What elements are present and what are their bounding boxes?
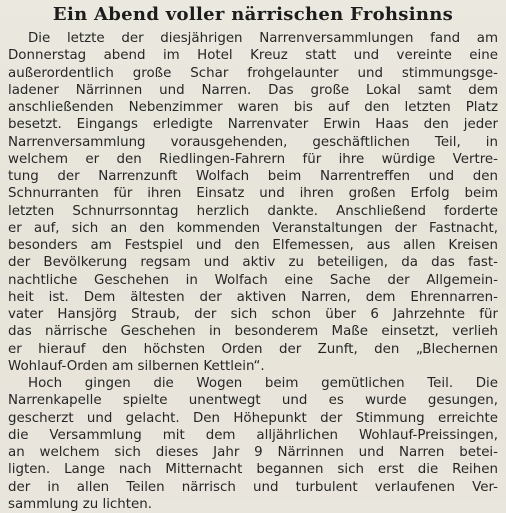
text-line: tung der Narrenzunft Wolfach beim Narrentreffen und den — [8, 169, 498, 184]
text-line: Schnurranten für ihren Einsatz und ihren großen Erfolg beim — [8, 186, 498, 202]
text-line: letzten Schnurrsonntag herzlich dankte. Anschließend forderte — [8, 203, 498, 219]
text-line: heit ist. Dem ältesten der aktiven Narren, dem Ehrennarren- — [8, 289, 498, 305]
text-line: der Bevölkerung regsam und aktiv zu beteiligen, da das fast- — [8, 255, 498, 271]
text-line: Die letzte der diesjährigen Narrenversammlungen fand am — [28, 31, 498, 46]
text-line: Donnerstag abend im Hotel Kreuz statt und vereinte eine — [8, 48, 498, 64]
text-line: außerordentlich große Schar frohgelaunter und stimmungsge- — [8, 65, 498, 81]
text-line: an welchem sich dieses Jahr 9 Närrinnen und Narren betei- — [8, 445, 498, 460]
text-line: die Versammlung mit dem alljährlichen Wohlauf-Preissingen, — [8, 427, 498, 443]
text-line: besetzt. Eingangs erledigte Narrenvater Erwin Haas den jeder — [8, 117, 498, 133]
text-line: vater Hansjörg Straub, der sich schon über 6 Jahrzehnte für — [8, 307, 498, 322]
text-line: gescherzt und gelacht. Den Höhepunkt der Stimmung erreichte — [8, 410, 498, 426]
text-line: welchem er den Riedlingen-Fahrern für ihre würdige Vertre- — [8, 151, 498, 167]
paragraph-2 — [8, 375, 498, 513]
text-line: sammlung zu lichten. — [8, 496, 153, 512]
text-line: Narrenversammlung vorausgehenden, geschäftlichen Teil, in — [8, 134, 498, 150]
text-line: Hoch gingen die Wogen beim gemütlichen Teil. Die — [28, 376, 498, 391]
text-line: das närrische Geschehen in besonderem Maße einsetzt, verlieh — [8, 324, 498, 340]
text-line: ligten. Lange nach Mitternacht begannen sich erst die Reihen — [8, 462, 498, 478]
text-line: der in allen Teilen närrisch und turbulent verlaufenen Ver- — [8, 479, 498, 495]
paragraph-1 — [8, 30, 498, 375]
text-line: nachtliche Geschehen in Wolfach eine Sache der Allgemein- — [8, 272, 498, 288]
text-line: anschließenden Nebenzimmer waren bis auf den letzten Platz — [8, 100, 498, 115]
text-line: er auf, sich an den kommenden Veranstaltungen der Fastnacht, — [8, 220, 498, 236]
article-body — [8, 30, 498, 513]
text-line: Narrenkapelle spielte unentwegt und es wurde gesungen, — [8, 393, 498, 409]
text-line: besonders am Festspiel und den Elfemessen, aus allen Kreisen — [8, 238, 498, 253]
text-line: ladener Närrinnen und Narren. Das große Lokal samt dem — [8, 82, 498, 98]
text-line: Wohlauf-Orden am silbernen Kettlein“. — [8, 358, 265, 374]
text-line: er hierauf den höchsten Orden der Zunft, den „Blechernen — [8, 341, 498, 357]
article-headline: Ein Abend voller närrischen Frohsinns — [52, 4, 454, 25]
